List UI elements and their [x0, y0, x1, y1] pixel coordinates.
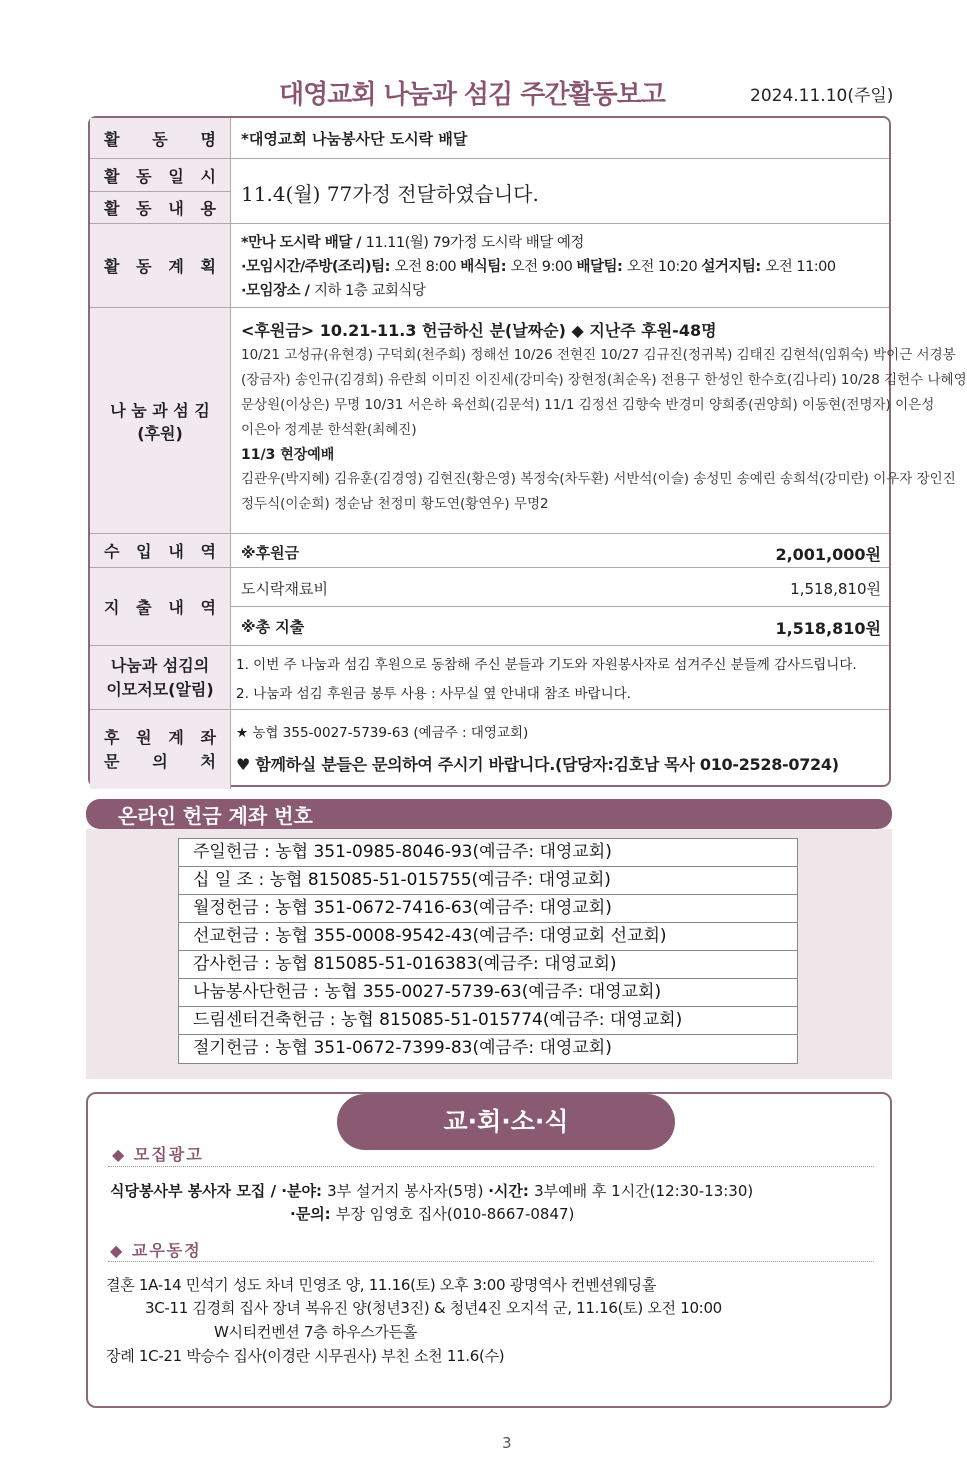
label-expense: 지 출 내 역 [90, 568, 231, 645]
income-amount: 2,001,000원 [775, 545, 881, 564]
income-item: ※후원금 [241, 544, 300, 562]
page-title: 대영교회 나눔과 섬김 주간활동보고 [279, 80, 665, 110]
recruit-line-1: 식당봉사부 봉사자 모집 / ·분야: 3부 설거지 봉사자(5명) ·시간: 3부예배 후 1시간(12:30-13:30) [110, 1182, 754, 1200]
expense-item: 도시락재료비 [241, 580, 328, 598]
report-date: 2024.11.10(주일) [750, 86, 894, 106]
expense-amount: 1,518,810원 [790, 580, 881, 598]
label-activity-content: 활 동 내 용 [90, 192, 231, 223]
contact-line: ♥ 함께하실 분들은 문의하여 주시기 바랍니다.(담당자:김호남 목사 010-2528-0724) [236, 755, 839, 774]
expense-total-amount: 1,518,810원 [775, 619, 881, 638]
members-line: 3C-11 김경희 집사 장녀 복유진 양(청년3진) & 청년4진 오지석 군, 11.16(토) 오전 10:00 [145, 1299, 722, 1317]
expense-total-item: ※총 지출 [241, 618, 305, 636]
recruit-line-2: ·문의: 부장 임영호 집사(010-8667-0847) [290, 1205, 575, 1223]
weekly-report-table [88, 116, 967, 787]
label-sponsor: 나 눔 과 섬 김 (후원) [90, 308, 231, 533]
divider [108, 1261, 874, 1262]
account-row: 주일헌금 : 농협 351-0985-8046-93(예금주: 대영교회) [179, 839, 797, 867]
offering-account-table [178, 838, 798, 1064]
account-row: 절기헌금 : 농협 351-0672-7399-83(예금주: 대영교회) [193, 1038, 612, 1058]
account-row: 월정헌금 : 농협 351-0672-7416-63(예금주: 대영교회) [179, 895, 797, 923]
divider [108, 1166, 874, 1167]
label-activity-name: 활 동 명 [90, 118, 231, 158]
label-account: 후 원 계 좌 문 의 처 [90, 710, 231, 789]
account-row: 드림센터건축헌금 : 농협 815085-51-015774(예금주: 대영교회) [179, 1007, 797, 1035]
label-activity-date: 활 동 일 시 [90, 159, 231, 191]
account-row: 감사헌금 : 농협 815085-51-016383(예금주: 대영교회) [179, 951, 797, 979]
notice-list: 1. 이번 주 나눔과 섬김 후원으로 동참해 주신 분들과 기도와 자원봉사자로 섬겨주신 분들께 감사드립니다. 2. 나눔과 섬김 후원금 봉투 사용 : 사무실 옆 안내대 참조 바랍니다. [236, 657, 857, 702]
account-row: 나눔봉사단헌금 : 농협 355-0027-5739-63(예금주: 대영교회) [179, 979, 797, 1007]
members-heading: ◆ 교우동정 [110, 1241, 202, 1260]
recruit-heading: ◆ 모집광고 [112, 1145, 204, 1164]
members-line: W시티컨벤션 7층 하우스가든홀 [214, 1323, 417, 1341]
online-offering-title: 온라인 헌금 계좌 번호 [118, 804, 313, 828]
activity-name: *대영교회 나눔봉사단 도시락 배달 [241, 130, 468, 148]
sponsor-list: <후원금> 10.21-11.3 헌금하신 분(날짜순) ◆ 지난주 후원-48명 10/21 고성규(유현경) 구덕회(천주희) 정해선 10/26 전현진 10/27 김규진(정귀복) 김태진 김현석(임휘숙) 박이근 서경봉 (장금자) 송인규(김경희) 유란희 이미진 이진세(강미숙) 장현정(최순옥) 전용구 한성인 한수호(김나리) 10/28 김헌수 나혜영 문상원(이상은) 무명 10/31 서은하 육선희(김문석) 11/1 김정선 김향숙 반경미 양희종(권양희) 이동현(전명자) 이은성 이은아 정계분 한석환(최혜진) 11/3 현장예배 김관우(박지혜) 김유훈(김경영) 김현진(황은영) 복정숙(차두환) 서반석(이슬) 송성민 송예린 송희석(강미란) 이우자 장인진 정두식(이순희) 정순남 천정미 황도연(황연우) 무명2 [241, 321, 967, 512]
label-notice: 나눔과 섬김의 이모저모(알림) [90, 646, 231, 709]
sponsor-account: ★ 농협 355-0027-5739-63 (예금주 : 대영교회) [236, 725, 529, 741]
members-line: 장례 1C-21 박승수 집사(이경란 시무권사) 부친 소천 11.6(수) [106, 1347, 505, 1365]
account-row: 선교헌금 : 농협 355-0008-9542-43(예금주: 대영교회 선교회) [179, 923, 797, 951]
activity-plan: *만나 도시락 배달 / 11.11(월) 79가정 도시락 배달 예정 ·모임시간/주방(조리)팀: 오전 8:00 배식팀: 오전 9:00 배달팀: 오전 10:20 설거지팀: 오전 11:00 ·모임장소 / 지하 1층 교회식당 [241, 235, 836, 299]
label-activity-plan: 활 동 계 획 [90, 224, 231, 307]
members-line: 결혼 1A-14 민석기 성도 차녀 민영조 양, 11.16(토) 오후 3:00 광명역사 컨벤션웨딩홀 [106, 1276, 657, 1294]
church-news-title: 교·회·소·식 [337, 1094, 675, 1150]
account-row: 십 일 조 : 농협 815085-51-015755(예금주: 대영교회) [179, 867, 797, 895]
activity-content: 11.4(월) 77가정 전달하였습니다. [241, 182, 539, 206]
label-income: 수 입 내 역 [90, 534, 231, 567]
page-number: 3 [502, 1434, 512, 1452]
